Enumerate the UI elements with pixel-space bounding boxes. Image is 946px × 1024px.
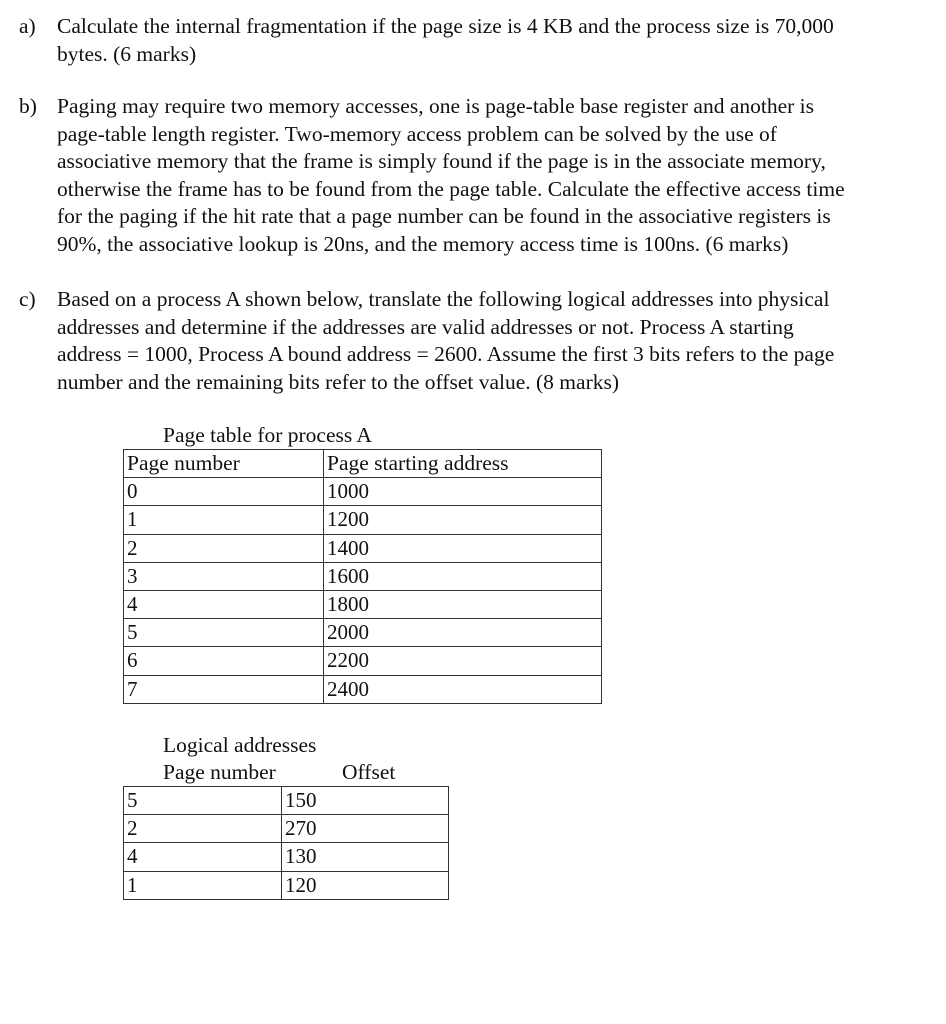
page-address-cell: 1200 [324,506,602,534]
table-row [124,562,602,590]
question-text [57,286,942,396]
table-row [124,675,602,703]
page-number-cell: 6 [124,647,324,675]
table-row [124,478,602,506]
question-line: associative memory that the frame is simply found if the page is in the associate memory, [57,149,826,174]
page-address-cell: 1800 [324,590,602,618]
logical-addresses-table [123,786,449,900]
table-row [124,787,449,815]
question-line: otherwise the frame has to be found from the page table. Calculate the effective access time [57,176,845,201]
logical-header-offset: Offset [342,760,396,784]
question-letter: c) [19,287,36,311]
question-line: Calculate the internal fragmentation if the page size is 4 KB and the process size is 70,000 [57,14,834,38]
table-row [124,815,449,843]
page-number-cell: 0 [124,478,324,506]
question-letter: a) [19,14,36,38]
table-row [124,619,602,647]
page-address-cell: 1000 [324,478,602,506]
table-row [124,843,449,871]
question-line: Paging may require two memory accesses, one is page-table base register and another is [57,94,815,118]
page-address-cell: 2000 [324,619,602,647]
question-line: address = 1000, Process A bound address = 2600. Assume the first 3 bits refers to the page [57,342,835,367]
table-row [124,647,602,675]
page-number-cell: 3 [124,562,324,590]
page-number-cell: 4 [124,843,282,871]
page-number-cell: 5 [124,787,282,815]
page-number-cell: 1 [124,871,282,899]
page-number-cell: 5 [124,619,324,647]
page-table-caption: Page table for process A [163,423,372,447]
page-number-cell: 2 [124,534,324,562]
page-number-cell: 7 [124,675,324,703]
table-header-row [124,450,602,478]
offset-cell: 270 [282,815,449,843]
offset-cell: 120 [282,871,449,899]
logical-addresses-caption: Logical addresses [163,733,317,757]
question-line: bytes. (6 marks) [57,41,197,66]
page-table [123,449,602,704]
page-address-cell: 2200 [324,647,602,675]
table-row [124,590,602,618]
page-address-cell: 1400 [324,534,602,562]
logical-header-page-number: Page number [163,760,276,784]
question-line: 90%, the associative lookup is 20ns, and the memory access time is 100ns. (6 marks) [57,231,789,256]
page-number-cell: 2 [124,815,282,843]
question-line: number and the remaining bits refer to the offset value. (8 marks) [57,369,620,394]
question-text [57,13,942,68]
question-line: Based on a process A shown below, translate the following logical addresses into physical [57,287,830,311]
page-address-cell: 1600 [324,562,602,590]
question-text [57,93,942,259]
page-number-cell: 1 [124,506,324,534]
table-row [124,871,449,899]
question-line: addresses and determine if the addresses are valid addresses or not. Process A starting [57,314,794,339]
column-header: Page number [124,450,324,478]
question-line: page-table length register. Two-memory access problem can be solved by the use of [57,121,777,146]
table-row [124,534,602,562]
offset-cell: 150 [282,787,449,815]
page-address-cell: 2400 [324,675,602,703]
page-number-cell: 4 [124,590,324,618]
column-header: Page starting address [324,450,602,478]
offset-cell: 130 [282,843,449,871]
question-letter: b) [19,94,37,118]
table-row [124,506,602,534]
question-line: for the paging if the hit rate that a page number can be found in the associative registers is [57,204,831,229]
